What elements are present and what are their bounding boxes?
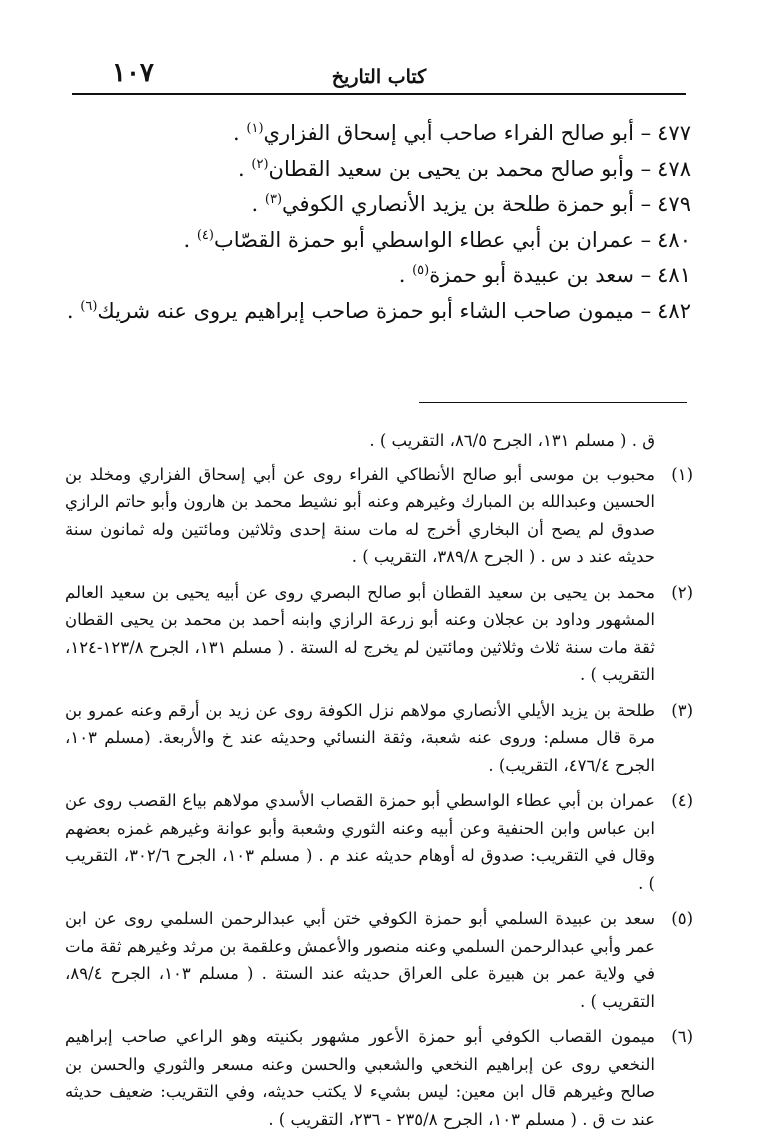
entry-number: ٤٨١: [657, 263, 691, 287]
footnote-number: (٦): [671, 1027, 693, 1046]
running-title: كتاب التاريخ: [331, 66, 427, 88]
footnote-text: ق . ( مسلم ١٣١، الجرح ٨٦/٥، التقريب ) .: [369, 431, 655, 450]
entry-480: [71, 223, 691, 259]
header-rule: [72, 93, 686, 95]
footnotes: [65, 427, 693, 1141]
footnote-number: (٤): [671, 791, 693, 810]
entry-number: ٤٨٢: [657, 298, 691, 323]
entry-number: ٤٧٧: [657, 121, 691, 145]
entry-number: ٤٧٩: [657, 192, 691, 216]
entry-number: ٤٨٠: [657, 227, 691, 252]
entry-482: [66, 294, 691, 330]
page-header: [72, 58, 686, 90]
footnote-text: ميمون القصاب الكوفي أبو حمزة الأعور مشهور بكنيته وهو الراعي صاحب إبراهيم النخعي روى عن إبراهيم النخعي والشعبي والحسن وعنه مسعر والثوري والحسن بن صالح وغيرهم قال ابن معين: ليس بشيء لا يكتب حديثه، وفي التقريب: ضعيف حديثه عند ت ق . ( مسلم ١٠٣، الجرح ٢٣٥/٨ - ٢٣٦، التقريب ) .: [65, 1027, 655, 1129]
entry-number: ٤٧٨: [657, 156, 691, 181]
entry-text: – وأبو صالح محمد بن يحيى بن سعيد القطان: [268, 156, 652, 181]
footnote-number: (١): [671, 464, 693, 484]
entry-text: – أبو صالح الفراء صاحب أبي إسحاق الفزاري: [263, 121, 652, 145]
footnote-text: محمد بن يحيى بن سعيد القطان أبو صالح البصري روى عن أبيه يحيى بن سعيد العالم المشهور وداود بن عجلان وعنه أبو زرعة الرازي وابنه أحمد بن محمد بن يحيى القطان ثقة مات سنة ثلاث وثلاثين ومائتين لم يخرج له الستة . ( مسلم ١٣١، الجرح ١٢٣/٨-١٢٤، التقريب ) .: [65, 582, 655, 684]
footnote-ref[interactable]: (٣): [264, 192, 283, 207]
entry-end: .: [233, 121, 247, 145]
entry-end: .: [66, 298, 81, 323]
page-number: ١٠٧: [112, 58, 154, 88]
entry-end: .: [238, 156, 252, 181]
entry-text: – سعد بن عبيدة أبو حمزة: [429, 263, 652, 287]
footnote-ref[interactable]: (٦): [80, 298, 98, 314]
entry-477: [71, 116, 691, 152]
entry-478: [71, 152, 691, 188]
footnote-number: (٢): [671, 582, 693, 602]
entry-end: .: [251, 192, 265, 216]
footnote-3: [65, 697, 693, 780]
footnote-ref[interactable]: (٥): [412, 263, 430, 278]
footnote-number: (٥): [671, 909, 693, 928]
footnote-continuation: [65, 427, 693, 455]
footnote-5: [65, 905, 693, 1015]
footnote-ref[interactable]: (٢): [251, 156, 269, 172]
entry-481: [71, 258, 691, 294]
entry-text: – عمران بن أبي عطاء الواسطي أبو حمزة القصّاب: [213, 227, 652, 252]
entry-end: .: [183, 227, 197, 252]
entry-end: .: [398, 263, 413, 287]
footnote-text: عمران بن أبي عطاء الواسطي أبو حمزة القصاب الأسدي مولاهم بياع القصب روى عن ابن عباس وابن الحنفية وعن أبيه وعنه الثوري وشعبة وأبو عوانة وغيرهم غمزه بعضهم وقال في التقريب: صدوق له أوهام حديثه عند م . ( مسلم ١٠٣، الجرح ٣٠٢/٦، التقريب ) .: [65, 791, 655, 893]
footnote-text: محبوب بن موسى أبو صالح الأنطاكي الفراء روى عن أبي إسحاق الفزاري ومخلد بن الحسين وعبدالله بن المبارك وغيرهم وعنه أبو نشيط محمد بن هارون وأبو حاتم الرازي صدوق لم يصح أن البخاري أخرج له مات سنة إحدى وثلاثين ومائتين وله ثمانون سنة حديثه عند د س . ( الجرح ٣٨٩/٨، التقريب ) .: [65, 464, 655, 566]
footnote-text: سعد بن عبيدة السلمي أبو حمزة الكوفي ختن أبي عبدالرحمن السلمي روى عن ابن عمر وأبي عبدالرحمن السلمي وعنه منصور والأعمش وعلقمة بن مرثد وغيرهم ثقة مات في ولاية عمر بن هبيرة على العراق حديثه عند الستة . ( مسلم ١٠٣، الجرح ٨٩/٤، التقريب ) .: [65, 909, 655, 1011]
entry-text: – أبو حمزة طلحة بن يزيد الأنصاري الكوفي: [282, 192, 652, 216]
footnote-6: [65, 1023, 693, 1133]
footnote-number: (٣): [671, 700, 693, 720]
footnote-ref[interactable]: (١): [246, 121, 264, 136]
footnote-text: طلحة بن يزيد الأيلي الأنصاري مولاهم نزل الكوفة روى عن زيد بن أرقم وعنه عمرو بن مرة قال مسلم: وروى عنه شعبة، وثقة النسائي وحديثه عند خ والأربعة. (مسلم ١٠٣، الجرح ٤٧٦/٤، التقريب) .: [65, 700, 655, 775]
footnote-ref[interactable]: (٤): [196, 227, 214, 243]
entry-list: [66, 116, 691, 329]
entry-479: [71, 187, 691, 223]
footnote-4: [65, 787, 693, 897]
footnote-1: [65, 461, 693, 571]
entry-text: – ميمون صاحب الشاء أبو حمزة صاحب إبراهيم يروى عنه شريك: [97, 298, 652, 323]
footnote-2: [65, 579, 693, 689]
footnote-separator: [419, 402, 687, 403]
